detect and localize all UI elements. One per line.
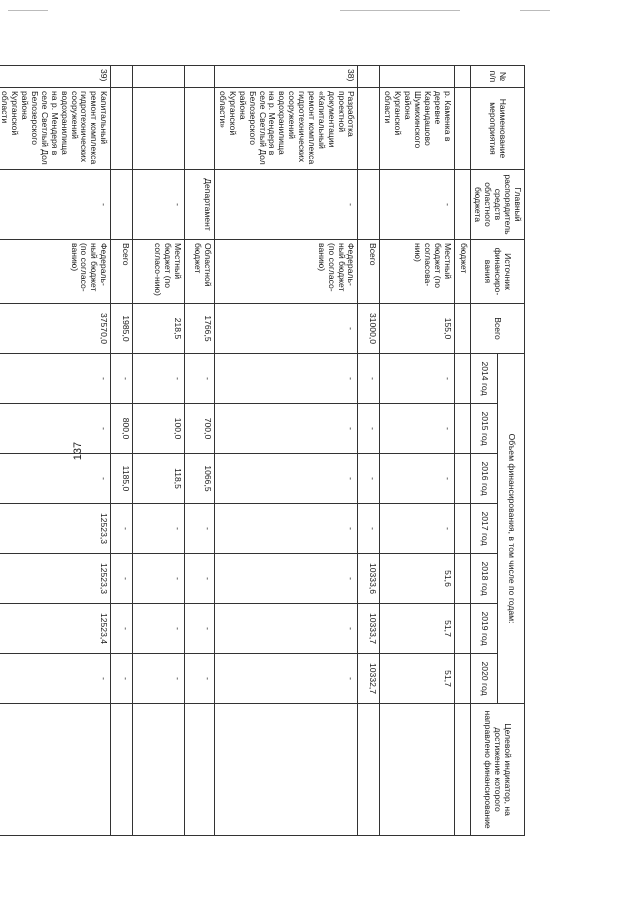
cell-year-value: -	[0, 454, 111, 504]
header-year: 2020 год	[470, 654, 497, 704]
header-target: Целевой индикатор, на достижение которого направлено финансирование	[470, 704, 524, 836]
cell-distributor: -	[0, 170, 111, 240]
cell-target	[111, 704, 133, 836]
cell-year-value	[454, 504, 470, 554]
cell-distributor: -	[215, 170, 358, 240]
cell-year-value: -	[380, 404, 454, 454]
cell-year-value: -	[358, 354, 380, 404]
cell-year-value: 12523,3	[0, 504, 111, 554]
cell-total: 31000,0	[358, 304, 380, 354]
cell-name: Капитальный ремонт комплекса гидротехнических сооружений водохранилища на р. Мендеря в селе Светлый Дол Белозерского района Курганской области	[0, 88, 111, 170]
cell-no	[380, 66, 454, 88]
cell-target	[380, 704, 454, 836]
cell-year-value: 118,5	[133, 454, 185, 504]
cell-no	[454, 66, 470, 88]
cell-distributor: Департамент	[185, 170, 215, 240]
page-number: 137	[72, 441, 84, 461]
cell-year-value: -	[185, 654, 215, 704]
header-financing-group: Объем финансирования, в том числе по годам:	[497, 354, 524, 704]
cell-year-value: -	[111, 504, 133, 554]
cell-year-value: -	[358, 404, 380, 454]
table-row	[0, 66, 111, 836]
cell-year-value: -	[133, 654, 185, 704]
header-name: Наименование мероприятия	[470, 88, 524, 170]
cell-no: 39)	[0, 66, 111, 88]
cell-total: 1766,5	[185, 304, 215, 354]
table-body	[0, 66, 470, 836]
table-row	[358, 66, 380, 836]
cell-total: 155,0	[380, 304, 454, 354]
header-year: 2018 год	[470, 554, 497, 604]
header-year: 2014 год	[470, 354, 497, 404]
cell-year-value: 51,6	[380, 554, 454, 604]
cell-distributor	[358, 170, 380, 240]
cell-name	[133, 88, 185, 170]
cell-distributor	[454, 170, 470, 240]
cell-year-value: 800,0	[111, 404, 133, 454]
cell-year-value: -	[185, 354, 215, 404]
table-row	[111, 66, 133, 836]
table-row	[215, 66, 358, 836]
cell-year-value: 12523,4	[0, 604, 111, 654]
cell-source: Всего	[358, 240, 380, 304]
cell-year-value	[454, 454, 470, 504]
cell-name	[185, 88, 215, 170]
cell-year-value: 51,7	[380, 654, 454, 704]
header-year: 2016 год	[470, 454, 497, 504]
cell-distributor	[111, 170, 133, 240]
cell-name	[454, 88, 470, 170]
cell-no	[185, 66, 215, 88]
financing-table	[0, 65, 525, 836]
cell-target	[454, 704, 470, 836]
cell-distributor: -	[380, 170, 454, 240]
table-row	[454, 66, 470, 836]
cell-year-value: -	[380, 354, 454, 404]
header-total: Всего	[470, 304, 524, 354]
cell-year-value: -	[0, 654, 111, 704]
cell-source: Местный бюджет (по согласова-нию)	[380, 240, 454, 304]
cell-year-value: -	[380, 454, 454, 504]
cell-name	[111, 88, 133, 170]
header-year: 2015 год	[470, 404, 497, 454]
cell-year-value: -	[215, 504, 358, 554]
cell-year-value: -	[133, 604, 185, 654]
cell-total: 37570,0	[0, 304, 111, 354]
cell-year-value	[454, 604, 470, 654]
cell-total: 218,5	[133, 304, 185, 354]
cell-year-value: -	[111, 354, 133, 404]
cell-year-value	[454, 354, 470, 404]
cell-year-value: -	[133, 354, 185, 404]
cell-no: 38)	[215, 66, 358, 88]
table-row	[380, 66, 454, 836]
cell-year-value	[454, 554, 470, 604]
cell-year-value: -	[185, 504, 215, 554]
cell-year-value: -	[380, 504, 454, 554]
cell-no	[111, 66, 133, 88]
header-source: Источник финансиро-вания	[470, 240, 524, 304]
cell-source: Федераль-ный бюджет (по согласо-ванию)	[0, 240, 111, 304]
cell-year-value: 1066,5	[185, 454, 215, 504]
cell-year-value: -	[133, 554, 185, 604]
cell-name: Разработка проектной документации «Капитальный ремонт комплекса гидротехнических сооружений водохранилища на р. Мендеря в селе Светлый Дол Белозерского района Курганской области»	[215, 88, 358, 170]
cell-year-value: -	[215, 654, 358, 704]
cell-year-value	[454, 404, 470, 454]
cell-year-value: -	[185, 604, 215, 654]
cell-no	[358, 66, 380, 88]
cell-name	[358, 88, 380, 170]
cell-year-value: 12523,3	[0, 554, 111, 604]
cell-year-value: -	[111, 604, 133, 654]
cell-year-value: -	[215, 404, 358, 454]
cell-year-value: 51,7	[380, 604, 454, 654]
cell-year-value: 10333,6	[358, 554, 380, 604]
cell-year-value: -	[185, 554, 215, 604]
cell-year-value: -	[358, 504, 380, 554]
cell-year-value: 10333,7	[358, 604, 380, 654]
header-year: 2017 год	[470, 504, 497, 554]
cell-source: Областной бюджет	[185, 240, 215, 304]
cell-source: Местный бюджет (по согласо-нию)	[133, 240, 185, 304]
cell-year-value: -	[133, 504, 185, 554]
cell-target	[0, 704, 111, 836]
cell-year-value	[454, 654, 470, 704]
cell-year-value: -	[358, 454, 380, 504]
cell-no	[133, 66, 185, 88]
cell-year-value: -	[0, 354, 111, 404]
cell-year-value: -	[215, 354, 358, 404]
cell-source: Всего	[111, 240, 133, 304]
cell-total	[454, 304, 470, 354]
cell-target	[215, 704, 358, 836]
cell-year-value: -	[215, 604, 358, 654]
cell-year-value: 700,0	[185, 404, 215, 454]
cell-year-value: -	[215, 454, 358, 504]
cell-name: р. Каменка в деревне Карандашово Шумихинского района Курганской области	[380, 88, 454, 170]
cell-source: бюджет	[454, 240, 470, 304]
cell-source: Федераль-ный бюджет (по согласо-ванию)	[215, 240, 358, 304]
header-year: 2019 год	[470, 604, 497, 654]
cell-target	[358, 704, 380, 836]
cell-year-value: 10332,7	[358, 654, 380, 704]
cell-year-value: -	[0, 404, 111, 454]
cell-year-value: -	[111, 654, 133, 704]
cell-total: -	[215, 304, 358, 354]
cell-year-value: -	[111, 554, 133, 604]
cell-year-value: -	[215, 554, 358, 604]
header-no: № п/п	[470, 66, 524, 88]
header-distributor: Главный распорядитель средств областного бюджета	[470, 170, 524, 240]
cell-year-value: 1185,0	[111, 454, 133, 504]
table-row	[133, 66, 185, 836]
cell-year-value: 100,0	[133, 404, 185, 454]
cell-distributor: -	[133, 170, 185, 240]
cell-target	[133, 704, 185, 836]
table-row	[185, 66, 215, 836]
cell-total: 1985,0	[111, 304, 133, 354]
cell-target	[185, 704, 215, 836]
